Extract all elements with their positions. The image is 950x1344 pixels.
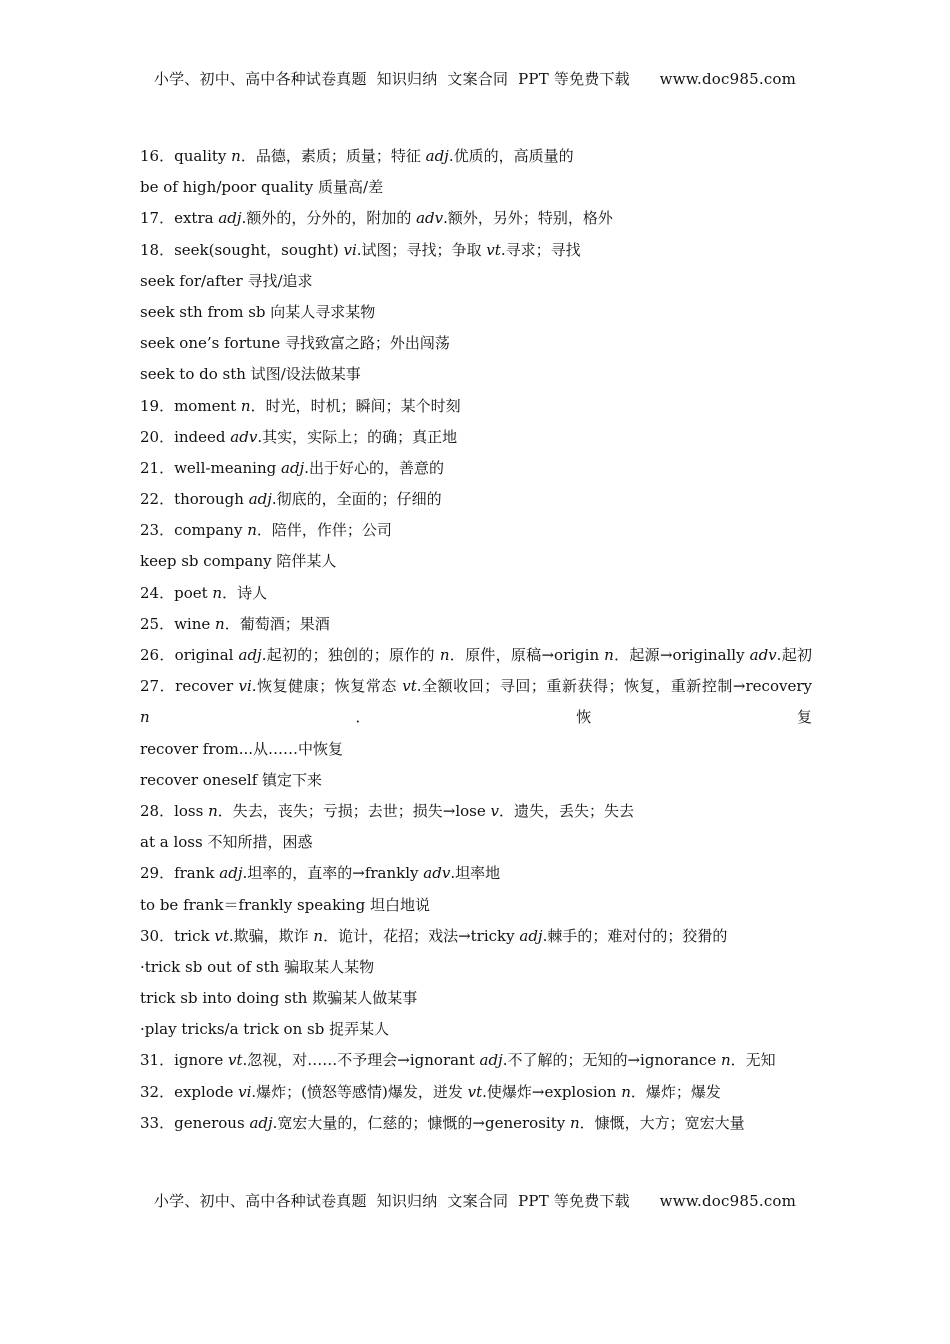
phrase-line: [140, 172, 812, 203]
part-of-speech: adj: [281, 458, 305, 477]
text-segment: seek one’s fortune 寻找致富之路；外出闯荡: [140, 334, 450, 353]
phrase-line: [140, 266, 812, 297]
text-segment: recover from...从……中恢复: [140, 739, 344, 758]
text-segment: ．葡萄酒；果酒: [224, 614, 330, 633]
text-segment: 19．moment: [140, 396, 241, 415]
text-segment: .坦率的，直率的→frankly: [242, 864, 424, 883]
text-segment: recover oneself 镇定下来: [140, 770, 323, 789]
text-segment: ．诡计，花招；戏法→tricky: [323, 926, 520, 945]
text-segment: ·play tricks/a trick on sb 捉弄某人: [140, 1020, 390, 1039]
part-of-speech: n: [439, 646, 450, 664]
part-of-speech: n: [140, 708, 150, 727]
text-segment: .出于好心的，善意的: [304, 458, 444, 477]
part-of-speech: n: [621, 1082, 631, 1101]
part-of-speech: vi: [238, 677, 252, 696]
text-segment: ．失去，丧失；亏损；去世；损失→lose: [217, 801, 491, 820]
phrase-line: [140, 983, 812, 1014]
vocabulary-list: [140, 141, 812, 1139]
text-segment: ．无知: [730, 1051, 776, 1070]
entry-29: [140, 858, 812, 889]
phrase-line: [140, 827, 812, 858]
text-segment: .宽宏大量的，仁慈的；慷慨的→generosity: [272, 1113, 570, 1132]
part-of-speech: adj: [479, 1051, 503, 1070]
part-of-speech: n: [313, 926, 324, 945]
part-of-speech: vi: [343, 240, 357, 259]
text-segment: 29．frank: [140, 864, 220, 883]
part-of-speech: adv: [416, 209, 444, 228]
text-segment: 24．poet: [140, 583, 213, 602]
text-segment: 20．indeed: [140, 427, 231, 446]
text-segment: seek for/after 寻找/追求: [140, 271, 313, 290]
text-segment: 33．generous: [140, 1113, 250, 1132]
part-of-speech: adj: [219, 864, 243, 883]
part-of-speech: n: [604, 646, 614, 664]
text-segment: .额外，另外；特别，格外: [443, 209, 613, 228]
entry-21: [140, 453, 812, 484]
text-segment: seek to do sth 试图/设法做某事: [140, 365, 361, 384]
text-segment: ·trick sb out of sth 骗取某人某物: [140, 957, 375, 976]
text-segment: .起初的；独创的；原作的: [261, 646, 440, 664]
text-segment: be of high/poor quality 质量高/差: [140, 178, 384, 197]
part-of-speech: adj: [218, 209, 242, 228]
text-segment: 30．trick: [140, 926, 215, 945]
part-of-speech: adv: [749, 646, 777, 664]
part-of-speech: n: [215, 614, 225, 633]
entry-18: [140, 235, 812, 266]
text-segment: .坦率地: [450, 864, 501, 883]
entry-24: [140, 578, 812, 609]
text-segment: 优质的，高质量的: [453, 147, 574, 165]
text-segment: 28．loss: [140, 801, 209, 820]
page-header: 小学、初中、高中各种试卷真题 知识归纳 文案合同 PPT 等免费下载 www.doc985.com: [153, 70, 797, 88]
text-segment: ．遗失，丢失；失去: [499, 801, 635, 820]
entry-20: [140, 422, 812, 453]
text-segment: ．陪伴，作伴；公司: [256, 521, 392, 540]
part-of-speech: n: [240, 396, 251, 415]
phrase-line: [140, 328, 812, 359]
part-of-speech: vt: [214, 926, 229, 945]
text-segment: 17．extra: [140, 209, 219, 228]
entry-26: [140, 640, 812, 671]
text-segment: .使爆炸→explosion: [482, 1082, 622, 1101]
text-segment: ．慷慨，大方；宽宏大量: [579, 1113, 745, 1132]
text-segment: .其实，实际上；的确；真正地: [257, 427, 458, 446]
part-of-speech: vt: [402, 677, 417, 696]
text-segment: ．爆炸；爆发: [630, 1082, 721, 1101]
part-of-speech: n: [569, 1113, 580, 1132]
text-segment: .彻底的，全面的；仔细的: [271, 490, 442, 509]
part-of-speech: n: [231, 147, 241, 165]
part-of-speech: n: [720, 1051, 731, 1070]
text-segment: at a loss 不知所措，困惑: [140, 833, 313, 852]
phrase-line: [140, 952, 812, 983]
text-segment: .恢复健康；恢复常态: [251, 677, 403, 696]
page-footer: 小学、初中、高中各种试卷真题 知识归纳 文案合同 PPT 等免费下载 www.doc985.com: [153, 1192, 797, 1210]
entry-19: [140, 391, 812, 422]
phrase-line: [140, 359, 812, 390]
entry-28: [140, 796, 812, 827]
text-segment: .棘手的；难对付的；狡猾的: [542, 926, 728, 945]
phrase-line: [140, 546, 812, 577]
part-of-speech: adj: [249, 1113, 273, 1132]
part-of-speech: vt: [228, 1051, 243, 1070]
text-segment: ．起源→originally: [613, 646, 750, 664]
text-segment: 16．quality: [140, 147, 232, 165]
text-segment: .欺骗，欺诈: [228, 926, 314, 945]
text-segment: 22．thorough: [140, 490, 249, 509]
text-segment: 26．original: [140, 646, 239, 664]
text-segment: ．诗人: [222, 583, 268, 602]
entry-33: [140, 1108, 812, 1139]
part-of-speech: adv: [423, 864, 451, 883]
text-segment: ．时光，时机；瞬间；某个时刻: [250, 396, 461, 415]
part-of-speech: adj: [238, 646, 262, 664]
entry-23: [140, 515, 812, 546]
text-segment: 21．well-meaning: [140, 458, 281, 477]
entry-17: [140, 203, 812, 234]
text-segment: seek sth from sb 向某人寻求某物: [140, 302, 376, 321]
part-of-speech: n: [208, 801, 218, 820]
text-segment: .额外的，分外的，附加的: [241, 209, 417, 228]
part-of-speech: adj: [519, 926, 543, 945]
part-of-speech: n: [212, 583, 223, 602]
entry-22: [140, 484, 812, 515]
part-of-speech: n: [247, 521, 257, 540]
part-of-speech: adj: [248, 490, 272, 509]
text-segment: .起初: [776, 646, 812, 664]
phrase-line: [140, 890, 812, 921]
entry-16: [140, 141, 812, 172]
text-segment: .全额收回；寻回；重新获得；恢复，重新控制→recovery: [416, 677, 812, 696]
text-segment: ．原件，原稿→origin: [449, 646, 605, 664]
text-segment: keep sb company 陪伴某人: [140, 552, 337, 571]
part-of-speech: vt: [467, 1082, 483, 1101]
entry-25: [140, 609, 812, 640]
text-segment: .: [448, 147, 454, 165]
text-segment: 31．ignore: [140, 1051, 228, 1070]
text-segment: .不了解的；无知的→ignorance: [502, 1051, 721, 1070]
part-of-speech: v: [490, 801, 499, 820]
text-segment: .爆炸；(愤怒等感情)爆发，迸发: [251, 1082, 468, 1101]
part-of-speech: adj: [425, 147, 449, 165]
entry-27: [140, 671, 812, 733]
phrase-line: [140, 1014, 812, 1045]
entry-32: [140, 1077, 812, 1108]
entry-31: [140, 1045, 812, 1076]
text-segment: 32．explode: [140, 1082, 239, 1101]
phrase-line: [140, 734, 812, 765]
phrase-line: [140, 297, 812, 328]
text-segment: .忽视，对……不予理会→ignorant: [242, 1051, 480, 1070]
part-of-speech: vi: [238, 1082, 252, 1101]
text-segment: 25．wine: [140, 614, 216, 633]
entry-30: [140, 921, 812, 952]
part-of-speech: vt: [486, 240, 501, 259]
text-segment: ．恢复: [149, 708, 812, 727]
text-segment: .寻求；寻找: [500, 240, 581, 259]
text-segment: 27．recover: [140, 677, 239, 696]
text-segment: 18．seek(sought，sought): [140, 240, 344, 259]
part-of-speech: adv: [230, 427, 258, 446]
phrase-line: [140, 765, 812, 796]
text-segment: ．品德，素质；质量；特征: [240, 147, 426, 165]
text-segment: .试图；寻找；争取: [356, 240, 487, 259]
text-segment: trick sb into doing sth 欺骗某人做某事: [140, 989, 418, 1008]
text-segment: 23．company: [140, 521, 248, 540]
text-segment: to be frank＝frankly speaking 坦白地说: [140, 895, 430, 914]
